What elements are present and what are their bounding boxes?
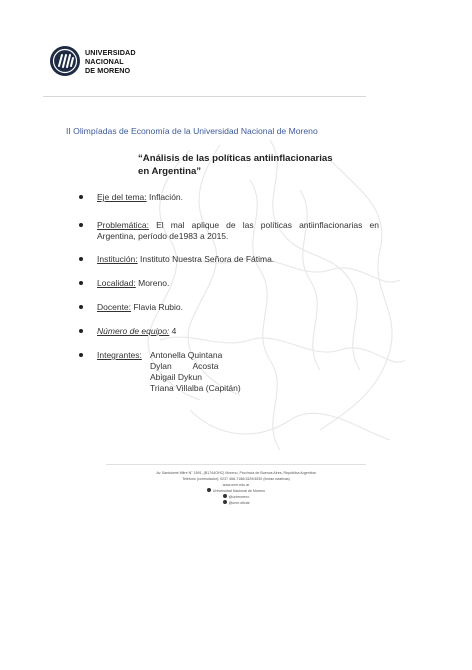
footer-address: Av. Bartolomé Mitre N° 1891, (B1744OHC) Moreno, Provincia de Buenos Aires, República Argentina <box>156 471 316 475</box>
problematica-value: El mal aplique de las políticas antiinflacionarias en Argentina, período de1983 a 2015. <box>97 220 379 241</box>
institucion-label: Institución: <box>97 254 138 264</box>
title-line-2: en Argentina” <box>138 166 202 177</box>
footer-web: www.unm.edu.ar <box>222 483 250 487</box>
eje-label: Eje del tema: <box>97 192 147 202</box>
facebook-icon <box>207 488 211 492</box>
document-title <box>138 152 333 178</box>
equipo-value: 4 <box>169 326 177 336</box>
list-item-equipo <box>79 326 379 337</box>
bullet-icon <box>79 223 83 227</box>
watermark-pattern <box>130 140 410 460</box>
logo-line-3: DE MORENO <box>85 65 131 75</box>
instagram-icon <box>223 500 227 504</box>
header-divider <box>43 96 366 97</box>
logo-line-1: UNIVERSIDAD <box>85 47 136 57</box>
list-item-problematica <box>79 220 379 242</box>
bullet-icon <box>79 195 83 199</box>
localidad-label: Localidad: <box>97 278 136 288</box>
bullet-icon <box>79 281 83 285</box>
logo-line-2: NACIONAL <box>85 56 124 66</box>
footer-instagram <box>0 500 472 506</box>
docente-value: Flavia Rubio. <box>131 302 183 312</box>
equipo-label: Número de equipo: <box>97 326 170 336</box>
list-item-eje <box>79 192 379 203</box>
page-footer <box>0 470 472 506</box>
bullet-icon <box>79 329 83 333</box>
twitter-icon <box>223 494 227 498</box>
university-logo-text <box>85 48 136 75</box>
footer-divider <box>106 464 366 465</box>
member-name: Antonella Quintana <box>150 350 223 360</box>
docente-label: Docente: <box>97 302 132 312</box>
problematica-label: Problemática: <box>97 220 149 230</box>
bullet-icon <box>79 353 83 357</box>
member-name: Dylan Acosta <box>150 361 219 371</box>
list-item-integrantes <box>79 350 379 393</box>
member-name: Triana Villalba (Capitán) <box>150 383 241 393</box>
title-line-1: “Análisis de las políticas antiinflacionarias <box>138 153 333 164</box>
member-name: Abigail Dykun <box>150 372 202 382</box>
institucion-value: Instituto Nuestra Señora de Fátima. <box>137 254 275 264</box>
facebook-handle: Universidad Nacional de Moreno <box>212 489 266 493</box>
members-list <box>150 350 241 394</box>
twitter-handle: @unimoreno <box>228 495 250 499</box>
localidad-value: Moreno. <box>135 278 170 288</box>
instagram-handle: @unm.oficial <box>228 501 250 505</box>
event-heading: II Olimpíadas de Economía de la Universidad Nacional de Moreno <box>66 126 318 136</box>
integrantes-label: Integrantes: <box>97 350 142 360</box>
bullet-icon <box>79 305 83 309</box>
list-item-localidad <box>79 278 379 289</box>
footer-phone: Teléfono (conmutador): 0237 466-7186/1529/4530 (líneas rotativas) <box>182 477 290 481</box>
list-item-institucion <box>79 254 379 265</box>
bullet-icon <box>79 257 83 261</box>
university-logo <box>49 45 136 77</box>
university-emblem-icon <box>49 45 81 77</box>
list-item-docente <box>79 302 379 313</box>
eje-value: Inflación. <box>146 192 184 202</box>
